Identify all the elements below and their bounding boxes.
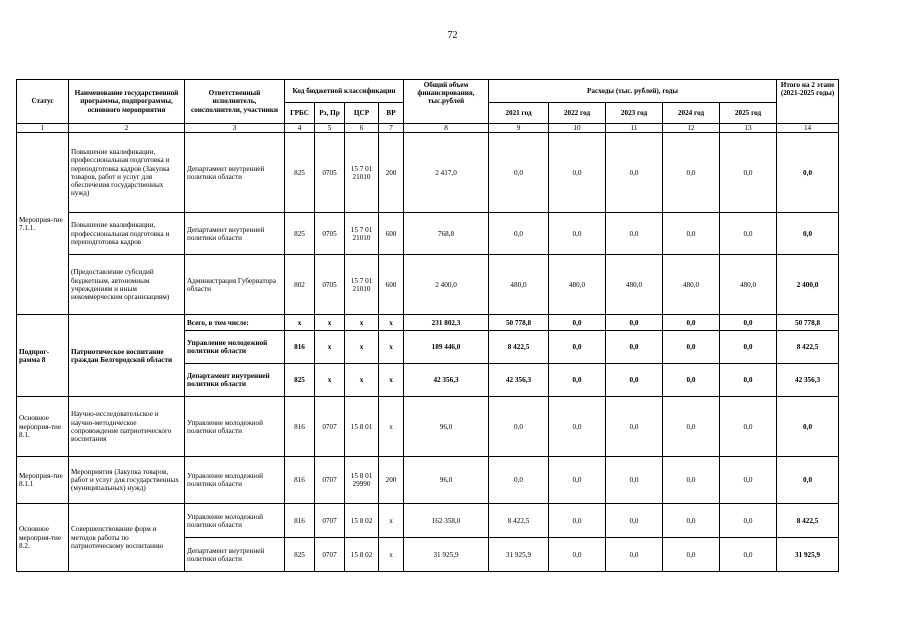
vr-cell: 600 — [379, 255, 404, 315]
total-cell: 96,0 — [404, 397, 489, 457]
rzpr-cell: 0707 — [315, 397, 345, 457]
column-number: 8 — [404, 124, 489, 133]
year-2025-cell: 0,0 — [720, 315, 777, 331]
year-2022-cell: 0,0 — [549, 133, 606, 213]
vr-cell: 200 — [379, 133, 404, 213]
csr-cell: 15 8 01 — [345, 397, 379, 457]
program-name-cell: Повышение квалификации, профессиональная подготовка и переподготовка кадров — [69, 213, 185, 255]
program-name-cell: Мероприятия (Закупка товаров, работ и услуг для государственных (муниципальных) нужд) — [69, 457, 185, 504]
total-cell: 162 358,0 — [404, 504, 489, 538]
year-2022-cell: 480,0 — [549, 255, 606, 315]
year-2024-cell: 0,0 — [663, 457, 720, 504]
csr-cell: х — [345, 331, 379, 364]
rzpr-cell: х — [315, 331, 345, 364]
header-year-2022: 2022 год — [549, 103, 606, 124]
header-status: Статус — [17, 80, 69, 124]
program-name-cell: Повышение квалификации, профессиональная подготовка и переподготовка кадров (Закупка товаров, работ и услуг для обеспечения государственных нужд) — [69, 133, 185, 213]
total-cell: 231 802,3 — [404, 315, 489, 331]
csr-cell: 15 7 01 21010 — [345, 133, 379, 213]
vr-cell: х — [379, 331, 404, 364]
year-2022-cell: 0,0 — [549, 331, 606, 364]
rzpr-cell: х — [315, 364, 345, 397]
page-number: 72 — [447, 30, 458, 41]
year-2025-cell: 0,0 — [720, 213, 777, 255]
table-row — [17, 133, 839, 213]
header-total-volume: Общий объем финансирования, тыс.рублей — [404, 80, 489, 124]
rzpr-cell: 0705 — [315, 133, 345, 213]
total-cell: 2 400,0 — [404, 255, 489, 315]
vr-cell: х — [379, 364, 404, 397]
year-2025-cell: 0,0 — [720, 397, 777, 457]
grbs-cell: 825 — [285, 538, 315, 572]
column-number: 6 — [345, 124, 379, 133]
year-2025-cell: 0,0 — [720, 504, 777, 538]
year-2021-cell: 480,0 — [489, 255, 549, 315]
status-cell: Подпрог-рамма 8 — [17, 315, 69, 397]
total-cell: 768,8 — [404, 213, 489, 255]
column-number: 14 — [777, 124, 839, 133]
year-2023-cell: 0,0 — [606, 457, 663, 504]
year-2021-cell: 0,0 — [489, 213, 549, 255]
table-row — [17, 213, 839, 255]
year-2024-cell: 0,0 — [663, 315, 720, 331]
responsible-cell: Управление молодежной политики области — [185, 457, 285, 504]
table-row — [17, 315, 839, 331]
csr-cell: 15 7 01 21010 — [345, 255, 379, 315]
stage-total-cell: 42 356,3 — [777, 364, 839, 397]
year-2021-cell: 8 422,5 — [489, 331, 549, 364]
year-2023-cell: 0,0 — [606, 538, 663, 572]
csr-cell: 15 8 02 — [345, 538, 379, 572]
header-program-name: Наименование государственной программы, подпрограммы, основного мероприятия — [69, 80, 185, 124]
csr-cell: 15 8 02 — [345, 504, 379, 538]
column-number: 2 — [69, 124, 185, 133]
year-2023-cell: 0,0 — [606, 397, 663, 457]
responsible-cell: Департамент внутренней политики области — [185, 364, 285, 397]
total-cell: 2 417,0 — [404, 133, 489, 213]
stage-total-cell: 50 778,8 — [777, 315, 839, 331]
year-2025-cell: 0,0 — [720, 457, 777, 504]
table-row — [17, 504, 839, 538]
responsible-cell: Всего, в том числе: — [185, 315, 285, 331]
rzpr-cell: 0705 — [315, 255, 345, 315]
header-year-2023: 2023 год — [606, 103, 663, 124]
responsible-cell: Управление молодежной политики области — [185, 397, 285, 457]
grbs-cell: 825 — [285, 213, 315, 255]
column-numbers-row — [17, 124, 839, 133]
grbs-cell: 816 — [285, 331, 315, 364]
grbs-cell: 802 — [285, 255, 315, 315]
header-csr: ЦСР — [345, 103, 379, 124]
year-2024-cell: 0,0 — [663, 538, 720, 572]
rzpr-cell: 0707 — [315, 457, 345, 504]
rzpr-cell: 0705 — [315, 213, 345, 255]
year-2022-cell: 0,0 — [549, 364, 606, 397]
csr-cell: 15 8 01 29990 — [345, 457, 379, 504]
year-2025-cell: 0,0 — [720, 364, 777, 397]
year-2023-cell: 0,0 — [606, 504, 663, 538]
year-2022-cell: 0,0 — [549, 504, 606, 538]
csr-cell: х — [345, 315, 379, 331]
header-stage-total: Итого на 2 этапе (2021-2025 годы) — [777, 80, 839, 124]
year-2024-cell: 0,0 — [663, 133, 720, 213]
year-2025-cell: 480,0 — [720, 255, 777, 315]
status-cell: Мероприя-тие 8.1.1 — [17, 457, 69, 504]
year-2022-cell: 0,0 — [549, 213, 606, 255]
year-2023-cell: 0,0 — [606, 213, 663, 255]
column-number: 9 — [489, 124, 549, 133]
budget-table — [16, 79, 839, 572]
year-2021-cell: 31 925,9 — [489, 538, 549, 572]
year-2022-cell: 0,0 — [549, 397, 606, 457]
header-vr: ВР — [379, 103, 404, 124]
responsible-cell: Департамент внутренней политики области — [185, 538, 285, 572]
year-2021-cell: 50 778,8 — [489, 315, 549, 331]
year-2023-cell: 0,0 — [606, 315, 663, 331]
stage-total-cell: 8 422,5 — [777, 504, 839, 538]
vr-cell: 200 — [379, 457, 404, 504]
responsible-cell: Департамент внутренней политики области — [185, 213, 285, 255]
year-2024-cell: 0,0 — [663, 364, 720, 397]
header-year-2024: 2024 год — [663, 103, 720, 124]
responsible-cell: Департамент внутренней политики области — [185, 133, 285, 213]
table-row — [17, 397, 839, 457]
stage-total-cell: 0,0 — [777, 133, 839, 213]
total-cell: 31 925,9 — [404, 538, 489, 572]
column-number: 11 — [606, 124, 663, 133]
vr-cell: х — [379, 397, 404, 457]
year-2023-cell: 0,0 — [606, 331, 663, 364]
column-number: 3 — [185, 124, 285, 133]
program-name-cell: Научно-исследовательское и научно-методическое сопровождение патриотического воспитания — [69, 397, 185, 457]
year-2022-cell: 0,0 — [549, 457, 606, 504]
year-2021-cell: 8 422,5 — [489, 504, 549, 538]
year-2025-cell: 0,0 — [720, 331, 777, 364]
year-2024-cell: 480,0 — [663, 255, 720, 315]
status-cell: Основное мероприя-тие 8.1. — [17, 397, 69, 457]
year-2024-cell: 0,0 — [663, 397, 720, 457]
grbs-cell: 816 — [285, 457, 315, 504]
year-2024-cell: 0,0 — [663, 213, 720, 255]
grbs-cell: 825 — [285, 133, 315, 213]
table-row — [17, 255, 839, 315]
rzpr-cell: 0707 — [315, 538, 345, 572]
grbs-cell: 816 — [285, 397, 315, 457]
year-2021-cell: 0,0 — [489, 133, 549, 213]
status-cell: Мероприя-тие 7.1.1. — [17, 133, 69, 315]
total-cell: 189 446,0 — [404, 331, 489, 364]
year-2023-cell: 0,0 — [606, 364, 663, 397]
stage-total-cell: 0,0 — [777, 397, 839, 457]
responsible-cell: Управление молодежной политики области — [185, 331, 285, 364]
total-cell: 96,0 — [404, 457, 489, 504]
column-number: 13 — [720, 124, 777, 133]
year-2023-cell: 480,0 — [606, 255, 663, 315]
column-number: 12 — [663, 124, 720, 133]
column-number: 5 — [315, 124, 345, 133]
status-cell: Основное мероприя-тие 8.2. — [17, 504, 69, 572]
header-responsible: Ответственный исполнитель, соисполнители, участники — [185, 80, 285, 124]
grbs-cell: х — [285, 315, 315, 331]
program-name-cell: (Предоставление субсидий бюджетным, автономным учреждениям и иным некоммерческим организациям) — [69, 255, 185, 315]
vr-cell: х — [379, 315, 404, 331]
vr-cell: 600 — [379, 213, 404, 255]
column-number: 10 — [549, 124, 606, 133]
stage-total-cell: 0,0 — [777, 457, 839, 504]
grbs-cell: 816 — [285, 504, 315, 538]
csr-cell: х — [345, 364, 379, 397]
rzpr-cell: х — [315, 315, 345, 331]
grbs-cell: 825 — [285, 364, 315, 397]
table-row — [17, 457, 839, 504]
stage-total-cell: 8 422,5 — [777, 331, 839, 364]
total-cell: 42 356,3 — [404, 364, 489, 397]
vr-cell: х — [379, 504, 404, 538]
header-budget-code: Код бюджетной классификации — [285, 80, 404, 103]
vr-cell: х — [379, 538, 404, 572]
year-2021-cell: 0,0 — [489, 397, 549, 457]
header-year-2021: 2021 год — [489, 103, 549, 124]
column-number: 1 — [17, 124, 69, 133]
year-2021-cell: 0,0 — [489, 457, 549, 504]
year-2023-cell: 0,0 — [606, 133, 663, 213]
header-rzpr: Рз, Пр — [315, 103, 345, 124]
year-2024-cell: 0,0 — [663, 504, 720, 538]
column-number: 7 — [379, 124, 404, 133]
column-number: 4 — [285, 124, 315, 133]
year-2025-cell: 0,0 — [720, 133, 777, 213]
csr-cell: 15 7 01 21010 — [345, 213, 379, 255]
year-2024-cell: 0,0 — [663, 331, 720, 364]
responsible-cell: Администрация Губернатора области — [185, 255, 285, 315]
program-name-cell: Патриотическое воспитание граждан Белгородской области — [69, 315, 185, 397]
rzpr-cell: 0707 — [315, 504, 345, 538]
header-year-2025: 2025 год — [720, 103, 777, 124]
stage-total-cell: 0,0 — [777, 213, 839, 255]
header-grbs: ГРБС — [285, 103, 315, 124]
stage-total-cell: 2 400,0 — [777, 255, 839, 315]
year-2025-cell: 0,0 — [720, 538, 777, 572]
year-2022-cell: 0,0 — [549, 315, 606, 331]
program-name-cell: Совершенствование форм и методов работы по патриотическому воспитанию — [69, 504, 185, 572]
header-expenses: Расходы (тыс. рублей), годы — [489, 80, 777, 103]
year-2021-cell: 42 356,3 — [489, 364, 549, 397]
stage-total-cell: 31 925,9 — [777, 538, 839, 572]
responsible-cell: Управление молодежной политики области — [185, 504, 285, 538]
year-2022-cell: 0,0 — [549, 538, 606, 572]
